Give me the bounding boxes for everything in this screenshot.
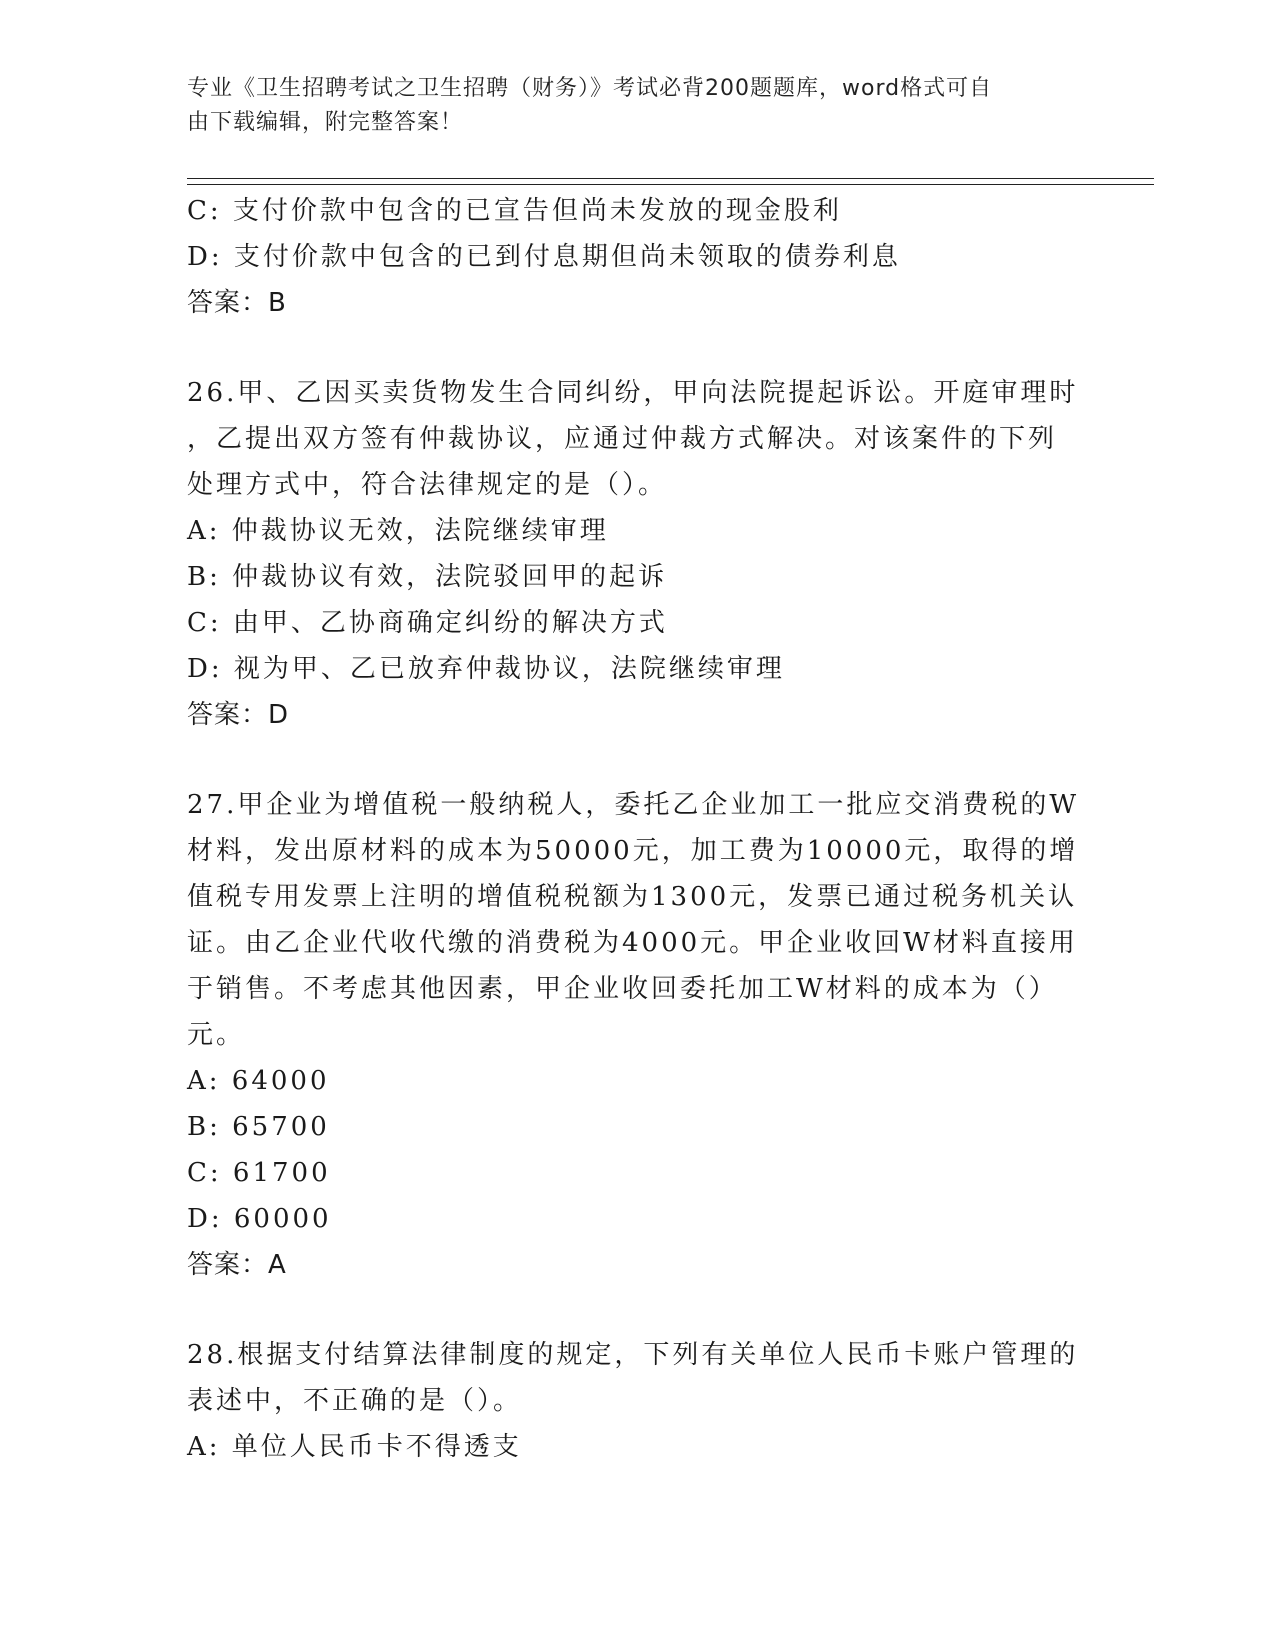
spacer [187,738,1087,782]
question-stem: 28.根据支付结算法律制度的规定，下列有关单位人民币卡账户管理的 [187,1340,1079,1370]
option-d: D: 视为甲、乙已放弃仲裁协议，法院继续审理 [187,654,785,684]
question-stem: 值税专用发票上注明的增值税税额为1300元，发票已通过税务机关认 [187,882,1078,912]
question-stem: 处理方式中，符合法律规定的是（）。 [187,470,668,500]
option-b: B: 65700 [187,1112,330,1142]
question-stem: 证。由乙企业代收代缴的消费税为4000元。甲企业收回W材料直接用 [187,928,1078,958]
question-28 [187,1332,1087,1470]
question-stem: ，乙提出双方签有仲裁协议，应通过仲裁方式解决。对该案件的下列 [187,424,1058,454]
question-stem: 表述中，不正确的是（）。 [187,1386,523,1416]
answer-label: 答案：A [187,1250,287,1280]
document-header [187,72,1067,140]
header-divider-bottom [187,184,1154,185]
option-d: D: 支付价款中包含的已到付息期但尚未领取的债券利息 [187,242,901,272]
option-a: A: 仲裁协议无效，法院继续审理 [187,516,609,546]
question-stem: 26.甲、乙因买卖货物发生合同纠纷，甲向法院提起诉讼。开庭审理时 [187,378,1079,408]
answer-label: 答案：B [187,288,287,318]
question-stem: 27.甲企业为增值税一般纳税人，委托乙企业加工一批应交消费税的W [187,790,1080,820]
option-a: A: 64000 [187,1066,330,1096]
option-c: C: 支付价款中包含的已宣告但尚未发放的现金股利 [187,196,842,226]
option-b: B: 仲裁协议有效，法院驳回甲的起诉 [187,562,668,592]
option-c: C: 由甲、乙协商确定纠纷的解决方式 [187,608,668,638]
header-divider-top [187,178,1154,179]
question-26 [187,370,1087,738]
question-25-tail [187,188,1087,326]
option-a: A: 单位人民币卡不得透支 [187,1432,522,1462]
question-stem: 元。 [187,1020,246,1050]
question-stem: 材料，发出原材料的成本为50000元，加工费为10000元，取得的增 [187,836,1079,866]
option-d: D: 60000 [187,1204,332,1234]
header-title-line-1: 专业《卫生招聘考试之卫生招聘（财务）》考试必背200题题库，word格式可自 [187,76,993,101]
header-title-line-2: 由下载编辑，附完整答案！ [187,110,464,135]
answer-label: 答案：D [187,700,290,730]
spacer [187,326,1087,370]
question-27 [187,782,1087,1288]
question-stem: 于销售。不考虑其他因素，甲企业收回委托加工W材料的成本为（） [187,974,1058,1004]
option-c: C: 61700 [187,1158,331,1188]
spacer [187,1288,1087,1332]
document-body [187,188,1087,1470]
